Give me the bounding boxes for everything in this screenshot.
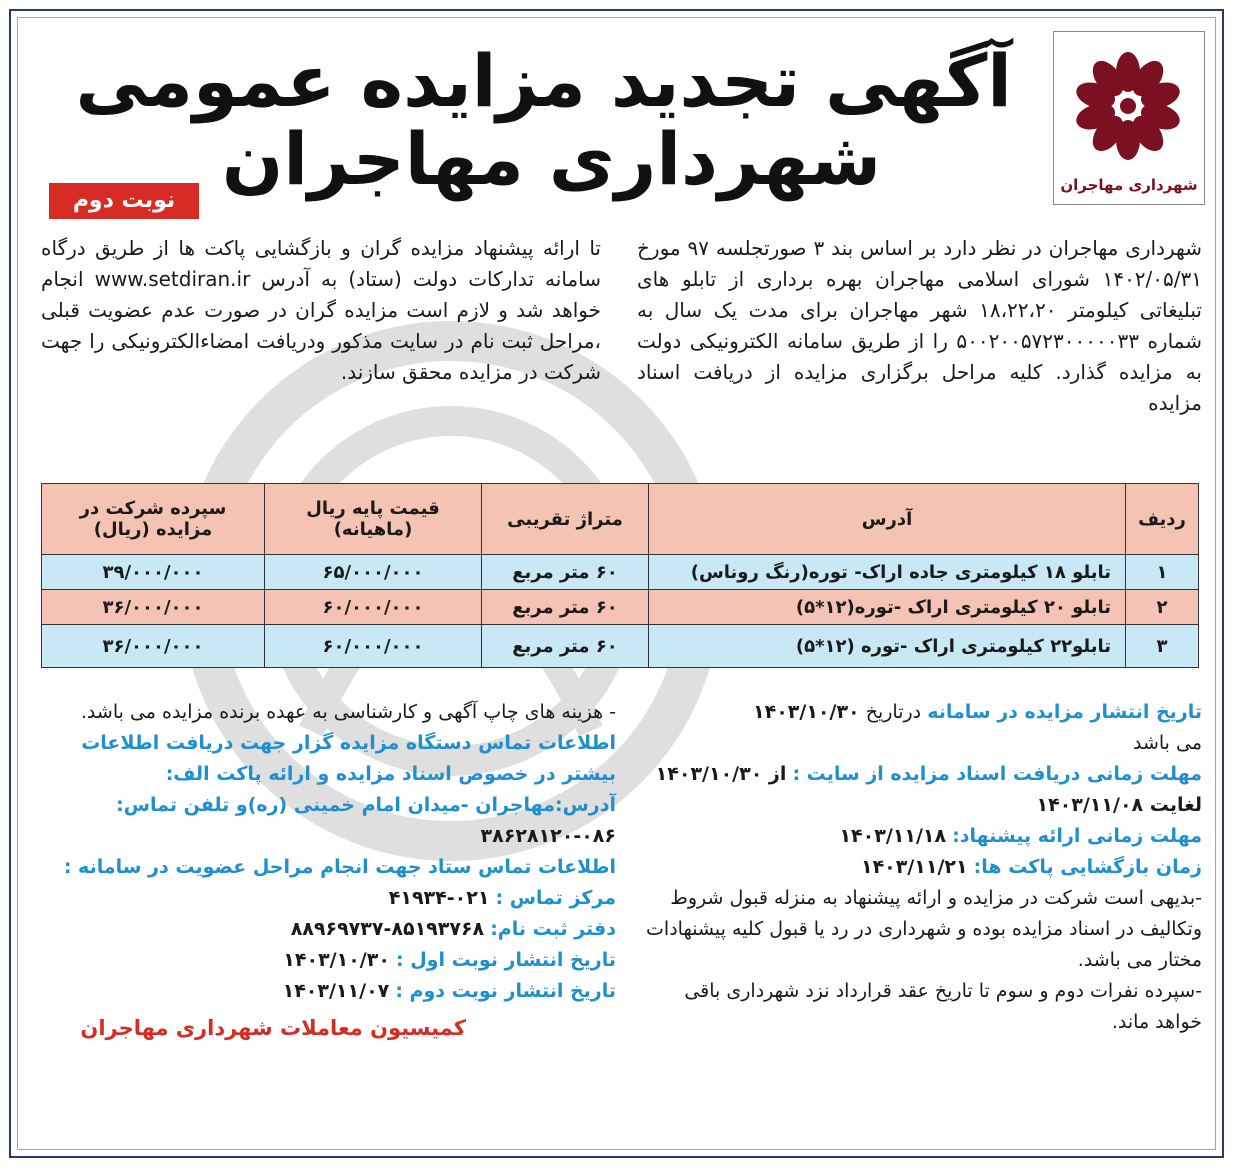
- cell-area: ۶۰ متر مربع: [482, 590, 649, 625]
- second-pub-line: [41, 976, 616, 1007]
- cell-base-price: ۶۵/۰۰۰/۰۰۰: [265, 555, 482, 590]
- publish-date: ۱۴۰۳/۱۰/۳۰: [753, 701, 860, 723]
- publish-label: تاریخ انتشار مزایده در سامانه: [927, 701, 1202, 723]
- first-pub-line: [41, 945, 616, 976]
- address-label: آدرس:مهاجران -میدان امام خمینی (ره)و تلفن تماس:: [116, 794, 616, 816]
- cell-deposit: ۳۹/۰۰۰/۰۰۰: [42, 555, 265, 590]
- header-base-price: قیمت پایه ریال (ماهیانه): [265, 484, 482, 555]
- table-row: [42, 555, 1199, 590]
- cell-deposit: ۳۶/۰۰۰/۰۰۰: [42, 625, 265, 668]
- round-badge: نوبت دوم: [49, 183, 199, 219]
- schedule-column: [637, 697, 1202, 1038]
- page-subtitle: شهرداری مهاجران: [221, 117, 882, 201]
- cell-area: ۶۰ متر مربع: [482, 555, 649, 590]
- table-row: [42, 625, 1199, 668]
- second-pub-label: تاریخ انتشار نوبت دوم :: [395, 980, 616, 1002]
- opening-label: زمان بازگشایی پاکت ها:: [973, 856, 1202, 878]
- auction-lots-table: [41, 483, 1199, 668]
- address-phone: ۰۸۶-۳۸۶۲۸۱۲۰: [480, 825, 616, 847]
- header-row-number: ردیف: [1126, 484, 1199, 555]
- center-phone: ۰۲۱-۴۱۹۳۴: [388, 887, 490, 909]
- opening-line: [637, 852, 1202, 883]
- note-deposit: -سپرده نفرات دوم و سوم تا تاریخ عقد قرارداد نزد شهرداری باقی خواهد ماند.: [684, 980, 1202, 1033]
- setad-title: اطلاعات تماس ستاد جهت انجام مراحل عضویت در سامانه :: [63, 856, 616, 878]
- center-label: مرکز تماس :: [495, 887, 616, 909]
- commission-signature: کمیسیون معاملات شهرداری مهاجران: [80, 1016, 466, 1040]
- cell-base-price: ۶۰/۰۰۰/۰۰۰: [265, 590, 482, 625]
- header-deposit: سپرده شرکت در مزایده (ریال): [42, 484, 265, 555]
- cell-row-number: ۳: [1126, 625, 1199, 668]
- cell-deposit: ۳۶/۰۰۰/۰۰۰: [42, 590, 265, 625]
- first-pub-label: تاریخ انتشار نوبت اول :: [395, 949, 616, 971]
- page-title: آگهی تجدید مزایده عمومی: [75, 39, 1012, 123]
- publish-line: [637, 697, 1202, 728]
- table-header-row: [42, 484, 1199, 555]
- intro-left-paragraph: تا ارائه پیشنهاد مزایده گران و بازگشایی پاکت ها از طریق درگاه سامانه تدارکات دولت (ستاد) به آدرس www.setdiran.ir انجام خواهد شد و لازم است مزایده گران در صورت عدم عضویت قبلی ،مراحل ثبت نام در سایت مذکور ودریافت امضاءالکترونیکی را جهت شرکت در مزایده محقق سازند.: [41, 236, 601, 384]
- second-pub-date: ۱۴۰۳/۱۱/۰۷: [282, 980, 390, 1002]
- contact-column: [41, 697, 616, 1044]
- note-acceptance: -بدیهی است شرکت در مزایده و ارائه پیشنهاد به منزله قبول شروط وتکالیف در اسناد مزایده بوده و شهرداری در رد یا قبول کلیه پیشنهادات مختار می باشد.: [646, 887, 1202, 971]
- opening-date: ۱۴۰۳/۱۱/۲۱: [860, 856, 968, 878]
- cell-row-number: ۲: [1126, 590, 1199, 625]
- docs-to: لغایت ۱۴۰۳/۱۱/۰۸: [1036, 794, 1202, 816]
- advertisement-page: [9, 9, 1224, 1158]
- docs-line: [637, 759, 1202, 790]
- offer-line: [637, 821, 1202, 852]
- cell-area: ۶۰ متر مربع: [482, 625, 649, 668]
- header-address: آدرس: [649, 484, 1126, 555]
- office-phone: ۸۵۱۹۳۷۶۸-۸۸۹۶۹۷۳۷: [290, 918, 485, 940]
- cell-base-price: ۶۰/۰۰۰/۰۰۰: [265, 625, 482, 668]
- cell-address: تابلو۲۲ کیلومتری اراک -توره (۱۲*۵): [649, 625, 1126, 668]
- offer-date: ۱۴۰۳/۱۱/۱۸: [839, 825, 947, 847]
- cell-address: تابلو ۱۸ کیلومتری جاده اراک- توره(رنگ روناس): [649, 555, 1126, 590]
- contact-title: اطلاعات تماس دستگاه مزایده گزار جهت دریافت اطلاعات بیشتر در خصوص اسناد مزایده و ارائه پاکت الف:: [81, 732, 616, 785]
- cell-address: تابلو ۲۰ کیلومتری اراک -توره(۱۲*۵): [649, 590, 1126, 625]
- office-label: دفتر ثبت نام:: [490, 918, 616, 940]
- address-line: [41, 790, 616, 852]
- header-area: متراژ تقریبی: [482, 484, 649, 555]
- cost-note: - هزینه های چاپ آگهی و کارشناسی به عهده برنده مزایده می باشد.: [80, 701, 616, 723]
- docs-label: مهلت زمانی دریافت اسناد مزایده از سایت :: [792, 763, 1202, 785]
- docs-from: از ۱۴۰۳/۱۰/۳۰: [655, 763, 787, 785]
- municipality-logo: [1053, 31, 1205, 205]
- intro-right-paragraph: شهرداری مهاجران در نظر دارد بر اساس بند ۳ صورتجلسه ۹۷ مورخ ۱۴۰۲/۰۵/۳۱ شورای اسلامی مهاجران بهره برداری از تابلو های تبلیغاتی کیلومتر ۱۸،۲۲،۲۰ شهر مهاجران برای مدت یک سال به شماره ۵۰۰۲۰۰۵۷۲۳۰۰۰۰۰۳۳ را از طریق سامانه الکترونیکی دولت به مزایده گذارد. کلیه مراحل برگزاری مزایده از دریافت اسناد مزایده: [637, 236, 1202, 415]
- office-line: [41, 914, 616, 945]
- first-pub-date: ۱۴۰۳/۱۰/۳۰: [283, 949, 390, 971]
- offer-label: مهلت زمانی ارائه پیشنهاد:: [952, 825, 1202, 847]
- table-row: [42, 590, 1199, 625]
- publish-suffix: می باشد: [1132, 732, 1202, 754]
- publish-mid: درتاریخ: [865, 701, 922, 723]
- logo-caption: شهرداری مهاجران: [1060, 176, 1198, 194]
- center-line: [41, 883, 616, 914]
- cell-row-number: ۱: [1126, 555, 1199, 590]
- flower-emblem-icon: [1064, 48, 1192, 168]
